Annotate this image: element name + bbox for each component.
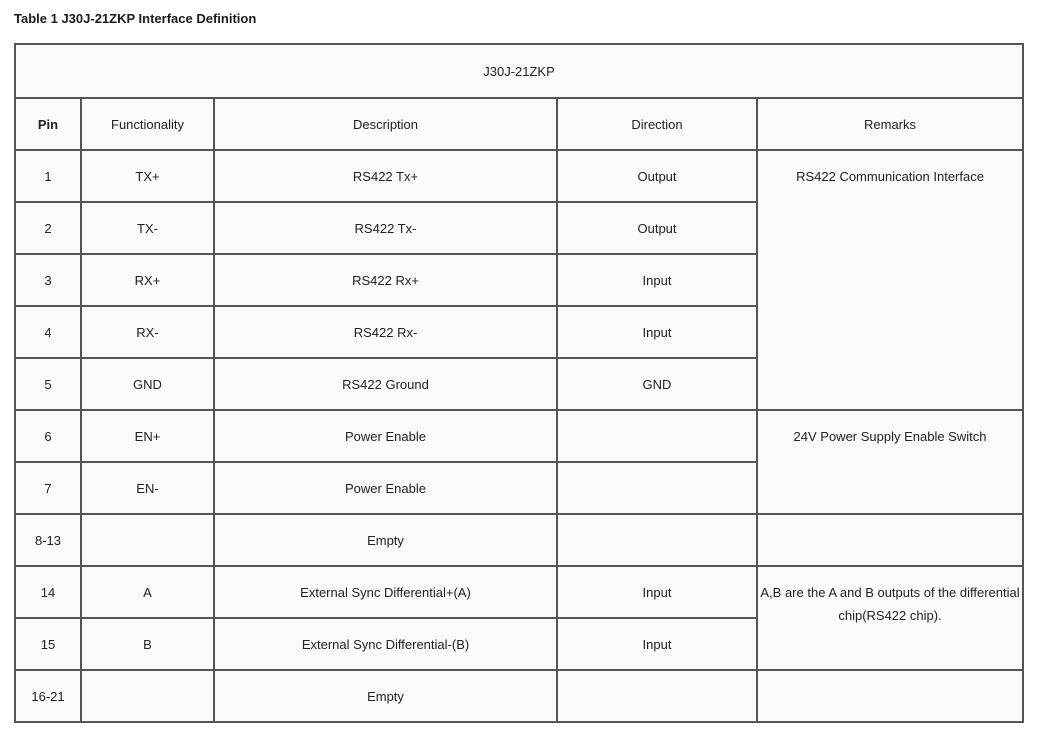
cell-direction: Input: [557, 566, 757, 618]
cell-description: RS422 Tx+: [214, 150, 557, 202]
cell-pin: 4: [15, 306, 81, 358]
cell-description: External Sync Differential-(B): [214, 618, 557, 670]
cell-pin: 6: [15, 410, 81, 462]
cell-functionality: [81, 670, 214, 722]
cell-remarks-empty: [757, 514, 1023, 566]
cell-remarks-empty: [757, 670, 1023, 722]
cell-functionality: EN-: [81, 462, 214, 514]
table-header-row: [15, 98, 1023, 150]
table-row: [15, 670, 1023, 722]
cell-direction: Output: [557, 150, 757, 202]
cell-pin: 15: [15, 618, 81, 670]
cell-direction: Input: [557, 618, 757, 670]
cell-direction: [557, 670, 757, 722]
cell-pin: 2: [15, 202, 81, 254]
cell-description: Power Enable: [214, 462, 557, 514]
cell-pin: 1: [15, 150, 81, 202]
table-caption: Table 1 J30J-21ZKP Interface Definition: [14, 11, 257, 26]
cell-direction: [557, 410, 757, 462]
cell-description: Power Enable: [214, 410, 557, 462]
cell-functionality: B: [81, 618, 214, 670]
cell-direction: Output: [557, 202, 757, 254]
cell-direction: Input: [557, 254, 757, 306]
table-row: [15, 410, 1023, 462]
cell-functionality: [81, 514, 214, 566]
cell-functionality: RX+: [81, 254, 214, 306]
cell-description: Empty: [214, 514, 557, 566]
table-title-row: [15, 44, 1023, 98]
cell-pin: 3: [15, 254, 81, 306]
header-description: Description: [214, 98, 557, 150]
cell-pin: 16-21: [15, 670, 81, 722]
table-row: [15, 150, 1023, 202]
header-pin: Pin: [15, 98, 81, 150]
cell-pin: 5: [15, 358, 81, 410]
cell-description: RS422 Rx+: [214, 254, 557, 306]
cell-description: RS422 Ground: [214, 358, 557, 410]
cell-functionality: TX+: [81, 150, 214, 202]
cell-direction: Input: [557, 306, 757, 358]
cell-pin: 7: [15, 462, 81, 514]
cell-functionality: GND: [81, 358, 214, 410]
header-remarks: Remarks: [757, 98, 1023, 150]
cell-description: Empty: [214, 670, 557, 722]
cell-description: External Sync Differential+(A): [214, 566, 557, 618]
cell-remarks-sync: A,B are the A and B outputs of the differential chip(RS422 chip).: [757, 566, 1023, 670]
cell-description: RS422 Rx-: [214, 306, 557, 358]
header-direction: Direction: [557, 98, 757, 150]
cell-remarks-rs422: RS422 Communication Interface: [757, 150, 1023, 410]
cell-direction: [557, 462, 757, 514]
table-title: J30J-21ZKP: [15, 44, 1023, 98]
cell-functionality: RX-: [81, 306, 214, 358]
cell-pin: 8-13: [15, 514, 81, 566]
cell-remarks-power: 24V Power Supply Enable Switch: [757, 410, 1023, 514]
cell-direction: [557, 514, 757, 566]
cell-description: RS422 Tx-: [214, 202, 557, 254]
interface-definition-table: [14, 43, 1024, 723]
table-row: [15, 514, 1023, 566]
cell-pin: 14: [15, 566, 81, 618]
cell-direction: GND: [557, 358, 757, 410]
cell-functionality: EN+: [81, 410, 214, 462]
header-functionality: Functionality: [81, 98, 214, 150]
cell-functionality: A: [81, 566, 214, 618]
table-row: [15, 566, 1023, 618]
cell-functionality: TX-: [81, 202, 214, 254]
